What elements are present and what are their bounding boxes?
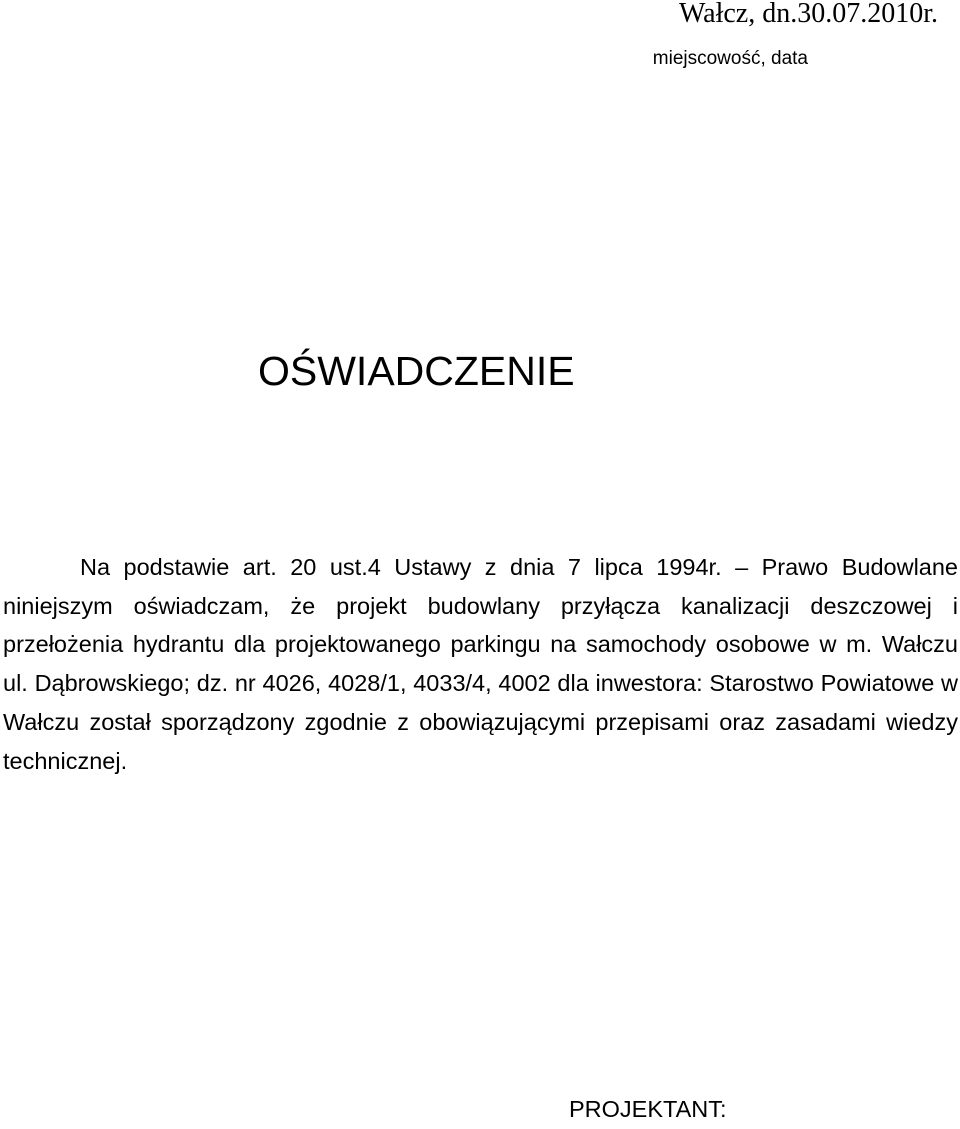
- signature-label: PROJEKTANT:: [569, 1096, 727, 1122]
- place-date: Wałcz, dn.30.07.2010r.: [678, 0, 938, 29]
- declaration-text: Na podstawie art. 20 ust.4 Ustawy z dnia 7 lipca 1994r. – Prawo Budowlane niniejszym oświadczam, że projekt budowlany przyłącza kanalizacji deszczowej i przełożenia hydrantu dla projektowanego parkingu na samochody osobowe w m. Wałczu ul. Dąbrowskiego; dz. nr 4026, 4028/1, 4033/4, 4002 dla inwestora: Starostwo Powiatowe w Wałczu został sporządzony zgodnie z obowiązującymi przepisami oraz zasadami wiedzy technicznej.: [3, 554, 958, 774]
- document-title: OŚWIADCZENIE: [258, 348, 575, 394]
- place-date-caption: miejscowość, data: [652, 48, 808, 69]
